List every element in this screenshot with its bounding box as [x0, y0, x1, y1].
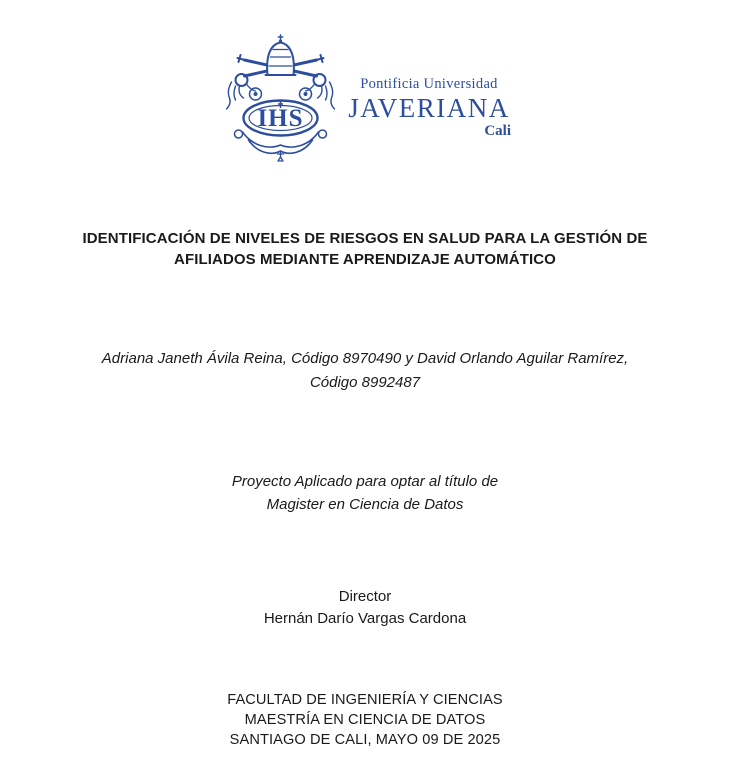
cover-footer: [0, 690, 730, 750]
thesis-title-line: AFILIADOS MEDIANTE APRENDIZAJE AUTOMÁTICO: [174, 251, 556, 268]
institution-prefix: Pontificia Universidad: [360, 76, 498, 92]
director-label: Director: [338, 588, 392, 605]
director-section: [0, 586, 730, 630]
faculty-name: FACULTAD DE INGENIERÍA Y CIENCIAS: [227, 692, 503, 708]
campus-name: Cali: [484, 123, 511, 139]
director-name: Hernán Darío Vargas Cardona: [263, 610, 467, 627]
degree-project-statement: [0, 470, 730, 516]
university-wordmark: [342, 76, 516, 140]
thesis-title-line: IDENTIFICACIÓN DE NIVELES DE RIESGOS EN SALUD PARA LA GESTIÓN DE: [82, 230, 648, 247]
place-and-date: SANTIAGO DE CALI, MAYO 09 DE 2025: [229, 732, 501, 748]
authors-line: Adriana Janeth Ávila Reina, Código 8970490 y David Orlando Aguilar Ramírez,: [101, 350, 629, 367]
javeriana-crest-icon: [224, 34, 337, 162]
crest-monogram: IHS: [257, 105, 304, 132]
institution-name: JAVERIANA: [348, 93, 510, 123]
thesis-title: [0, 228, 730, 270]
authors: [0, 347, 730, 395]
degree-project-line: Proyecto Aplicado para optar al título de: [231, 473, 499, 490]
program-name: MAESTRÍA EN CIENCIA DE DATOS: [244, 712, 486, 728]
degree-project-line: Magister en Ciencia de Datos: [266, 496, 464, 513]
university-logo: [0, 34, 730, 166]
authors-line: Código 8992487: [309, 374, 421, 391]
